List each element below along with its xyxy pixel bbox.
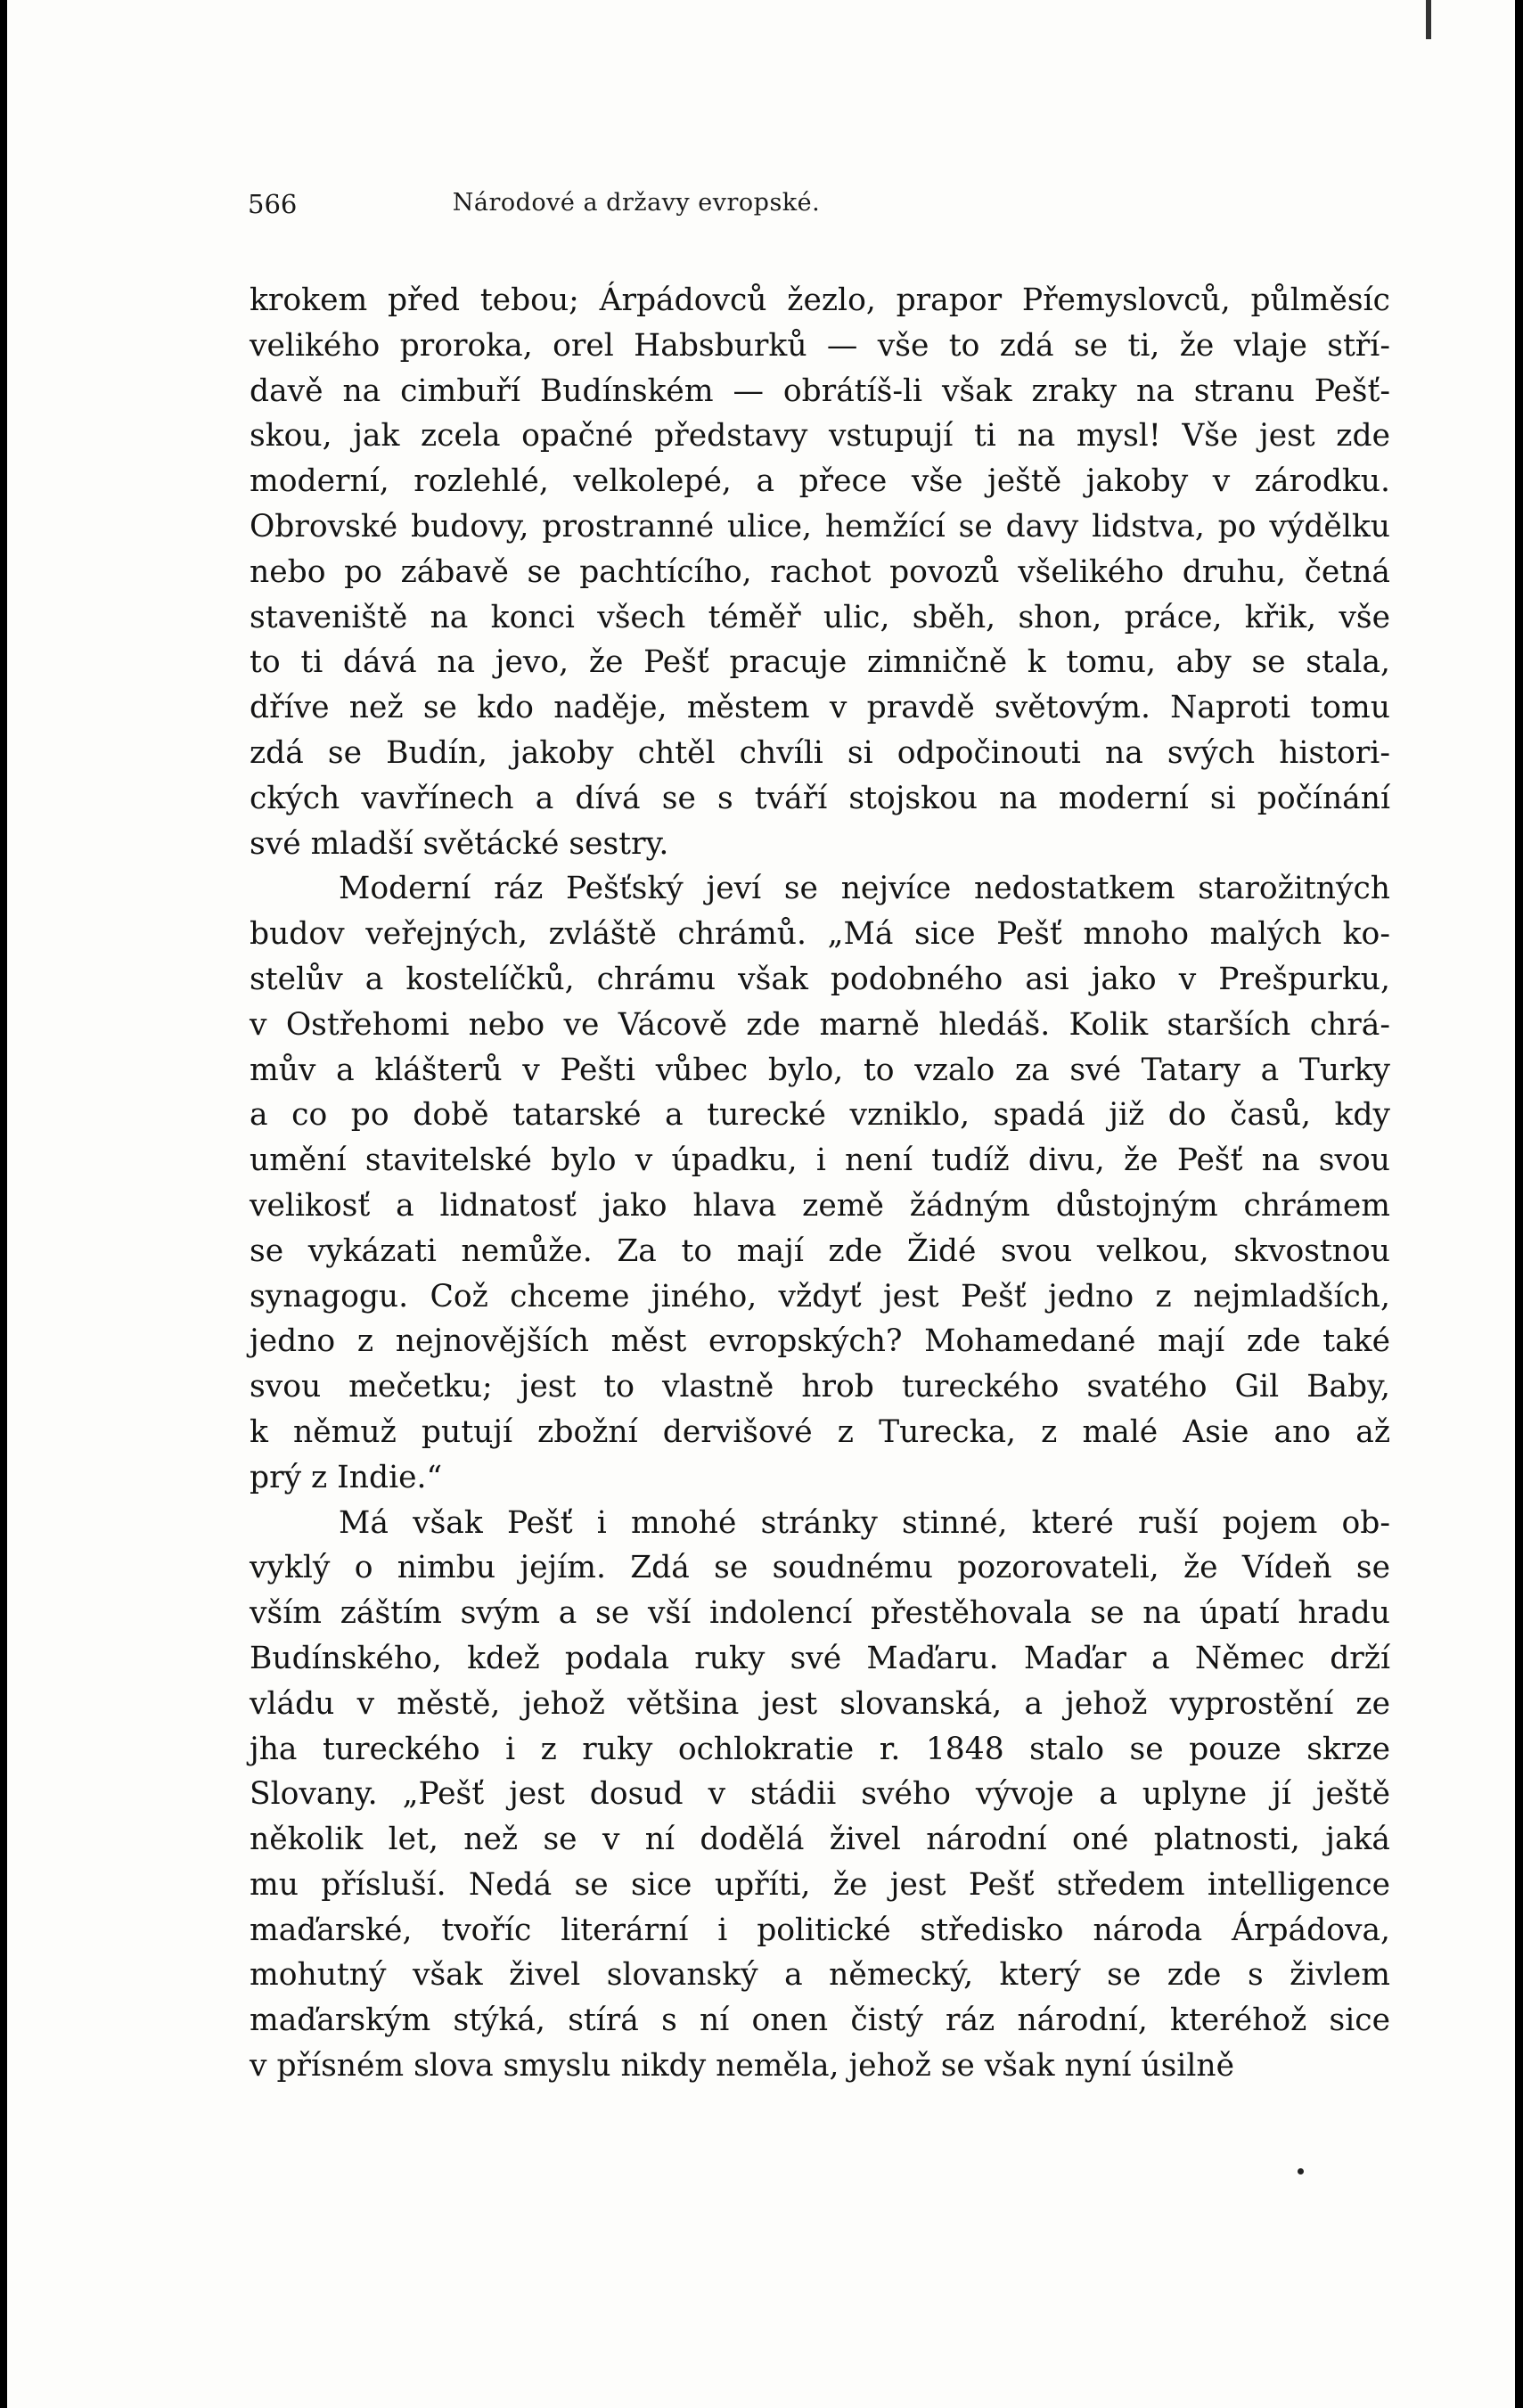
text-line: mohutný však živel slovanský a německý, který se zde s živlem (250, 1957, 1390, 1994)
text-line: zdá se Budín, jakoby chtěl chvíli si odpočinouti na svých histori- (250, 734, 1390, 771)
text-line: Budínského, kdež podala ruky své Maďaru. Maďar a Němec drží (250, 1640, 1390, 1676)
text-line: maďarským stýká, stírá s ní onen čistý ráz národní, kteréhož sice (250, 2003, 1390, 2039)
paragraph (250, 866, 1390, 1500)
paragraph (250, 1501, 1390, 2089)
text-line: stelův a kostelíčků, chrámu však podobného asi jako v Prešpurku, (250, 961, 1390, 997)
text-line: dříve než se kdo naděje, městem v pravdě světovým. Naproti tomu (250, 690, 1390, 726)
running-head: Národové a državy evropské. (452, 189, 821, 217)
text-line: prý z Indie.“ (250, 1459, 443, 1495)
text-line: v přísném slova smyslu nikdy neměla, jehož se však nyní úsilně (250, 2048, 1234, 2084)
scan-edge-mark (1426, 0, 1431, 39)
text-line: to ti dává na jevo, že Pešť pracuje zimničně k tomu, aby se stala, (250, 644, 1390, 681)
text-line: vládu v městě, jehož většina jest slovanská, a jehož vyprostění ze (250, 1685, 1390, 1722)
text-line: vším záštím svým a se vší indolencí přestěhovala se na úpatí hradu (250, 1595, 1390, 1632)
text-line: davě na cimbuří Budínském — obrátíš-li však zraky na stranu Pešť- (250, 373, 1390, 409)
text-line: velikosť a lidnatosť jako hlava země žádným důstojným chrámem (250, 1187, 1390, 1224)
text-line: své mladší světácké sestry. (250, 825, 669, 862)
text-line: moderní, rozlehlé, velkolepé, a přece vše ještě jakoby v zárodku. (250, 463, 1390, 500)
text-line: jha tureckého i z ruky ochlokratie r. 1848 stalo se pouze skrze (250, 1731, 1390, 1767)
text-line: umění stavitelské bylo v úpadku, i není tudíž divu, že Pešť na svou (250, 1143, 1390, 1179)
text-line: několik let, než se v ní dodělá živel národní oné platnosti, jaká (250, 1822, 1390, 1858)
page-header (248, 189, 1025, 225)
page-number: 566 (248, 189, 298, 219)
text-line: jedno z nejnovějších měst evropských? Mohamedané mají zde také (250, 1323, 1390, 1360)
text-line: k němuž putují zbožní dervišové z Turecka, z malé Asie ano až (250, 1413, 1390, 1450)
text-line: Má však Pešť i mnohé stránky stinné, které ruší pojem ob- (339, 1504, 1390, 1541)
text-line: svou mečetku; jest to vlastně hrob tureckého svatého Gil Baby, (250, 1369, 1390, 1405)
text-line: vyklý o nimbu jejím. Zdá se soudnému pozorovateli, že Vídeň se (250, 1550, 1390, 1586)
page-end-mark (1298, 2168, 1304, 2175)
text-line: nebo po zábavě se pachtícího, rachot povozů všelikého druhu, četná (250, 553, 1390, 590)
text-line: v Ostřehomi nebo ve Vácově zde marně hledáš. Kolik starších chrá- (250, 1006, 1390, 1043)
text-line: se vykázati nemůže. Za to mají zde Židé svou velkou, skvostnou (250, 1233, 1390, 1269)
text-line: a co po době tatarské a turecké vzniklo, spadá již do časů, kdy (250, 1097, 1390, 1134)
text-line: maďarské, tvoříc literární i politické středisko národa Árpádova, (250, 1912, 1390, 1948)
book-page (7, 0, 1515, 2408)
text-line: Slovany. „Pešť jest dosud v stádii svého vývoje a uplyne jí ještě (250, 1776, 1390, 1813)
text-line: skou, jak zcela opačné představy vstupují ti na mysl! Vše jest zde (250, 418, 1390, 455)
body-text (250, 278, 1390, 2089)
text-line: mu přísluší. Nedá se sice upříti, že jest Pešť středem intelligence (250, 1866, 1390, 1903)
text-line: krokem před tebou; Árpádovců žezlo, prapor Přemyslovců, půlměsíc (250, 283, 1390, 318)
text-line: Moderní ráz Pešťský jeví se nejvíce nedostatkem starožitných (339, 871, 1390, 907)
text-line: mův a klášterů v Pešti vůbec bylo, to vzalo za své Tatary a Turky (250, 1052, 1390, 1088)
text-line: Obrovské budovy, prostranné ulice, hemžící se davy lidstva, po výdělku (250, 508, 1390, 545)
text-line: ckých vavřínech a dívá se s tváří stojskou na moderní si počínání (250, 780, 1390, 816)
text-line: velikého proroka, orel Habsburků — vše to zdá se ti, že vlaje stří- (250, 327, 1390, 364)
paragraph (250, 278, 1390, 866)
text-line: synagogu. Což chceme jiného, vždyť jest Pešť jedno z nejmladších, (250, 1278, 1390, 1315)
text-line: budov veřejných, zvláště chrámů. „Má sice Pešť mnoho malých ko- (250, 916, 1390, 953)
text-line: staveniště na konci všech téměř ulic, sběh, shon, práce, křik, vše (250, 599, 1390, 635)
